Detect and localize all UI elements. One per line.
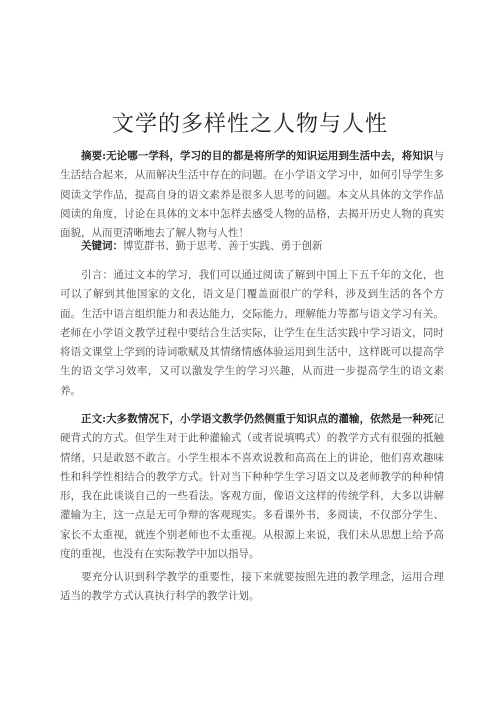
- closing-paragraph: [60, 568, 444, 607]
- body-label: 正文:: [81, 413, 107, 425]
- keywords-label: 关键词：: [81, 240, 123, 252]
- body-bold-text: 大多数情况下，小学语文教学仍然侧重于知识点的灌输，依然是一种死: [106, 413, 434, 425]
- intro-paragraph: [60, 266, 444, 401]
- body-paragraph: [60, 410, 444, 564]
- abstract-text: 与生活结合起来，从而解决生活中存在的问题。在小学语文学习中，如何引导学生多阅读文学作品，提高自身的语文素养是很多人思考的问题。本文从具体的文学作品阅读的角度，讨论在具体的文本中怎样去感受人物的品格，去揭开历史人物的真实面貌，从而更清晰地去了解人物与人性！: [60, 150, 444, 240]
- closing-text: 要充分认识到科学教学的重要性，接下来就要按照先进的教学理念，运用合理适当的教学方式认真执行科学的教学计划。: [60, 571, 444, 603]
- keywords-paragraph: [60, 237, 444, 256]
- body-text: 记硬背式的方式。但学生对于此种灌输式（或者说填鸭式）的教学方式有很强的抵触情绪，只是敢怒不敢言。小学生根本不喜欢说教和高高在上的讲论，他们喜欢趣味性和科学性相结合的教学方式。针对当下种种学生学习语文以及老师教学的种种情形，我在此谈谈自己的一些看法。客观方面，像语文这样的传统学科，大多以讲解灌输为主，这一点是无可争辩的客观现实。多看课外书，多阅读，不仅部分学生、家长不太重视，就连个别老师也不太重视。从根源上来说，我们未从思想上给予高度的重视，也没有在实际教学中加以指导。: [60, 413, 444, 561]
- page-title: 文学的多样性之人物与人性: [111, 111, 388, 137]
- abstract-label: 摘要:: [81, 150, 107, 162]
- keywords-text: 博览群书、勤于思考、善于实践、勇于创新: [123, 240, 323, 252]
- intro-text: 引言：通过文本的学习，我们可以通过阅读了解到中国上下五千年的文化，也可以了解到其他国家的文化，语文是门覆盖面很广的学科，涉及到生活的各个方面。生活中语言组织能力和表达能力，交际能力，理解能力等都与语文学习有关。老师在小学语文教学过程中要结合生活实际，让学生在生活实践中学习语文，同时将语文课堂上学到的诗词歌赋及其情绪情感体验运用到生活中，这样既可以提高学生的语文学习效率，又可以激发学生的学习兴趣，从而进一步提高学生的语文素养。: [60, 269, 444, 397]
- abstract-bold-text: 无论哪一学科，学习的目的都是将所学的知识运用到生活中去，将知识: [106, 150, 434, 162]
- abstract-paragraph: [60, 147, 444, 243]
